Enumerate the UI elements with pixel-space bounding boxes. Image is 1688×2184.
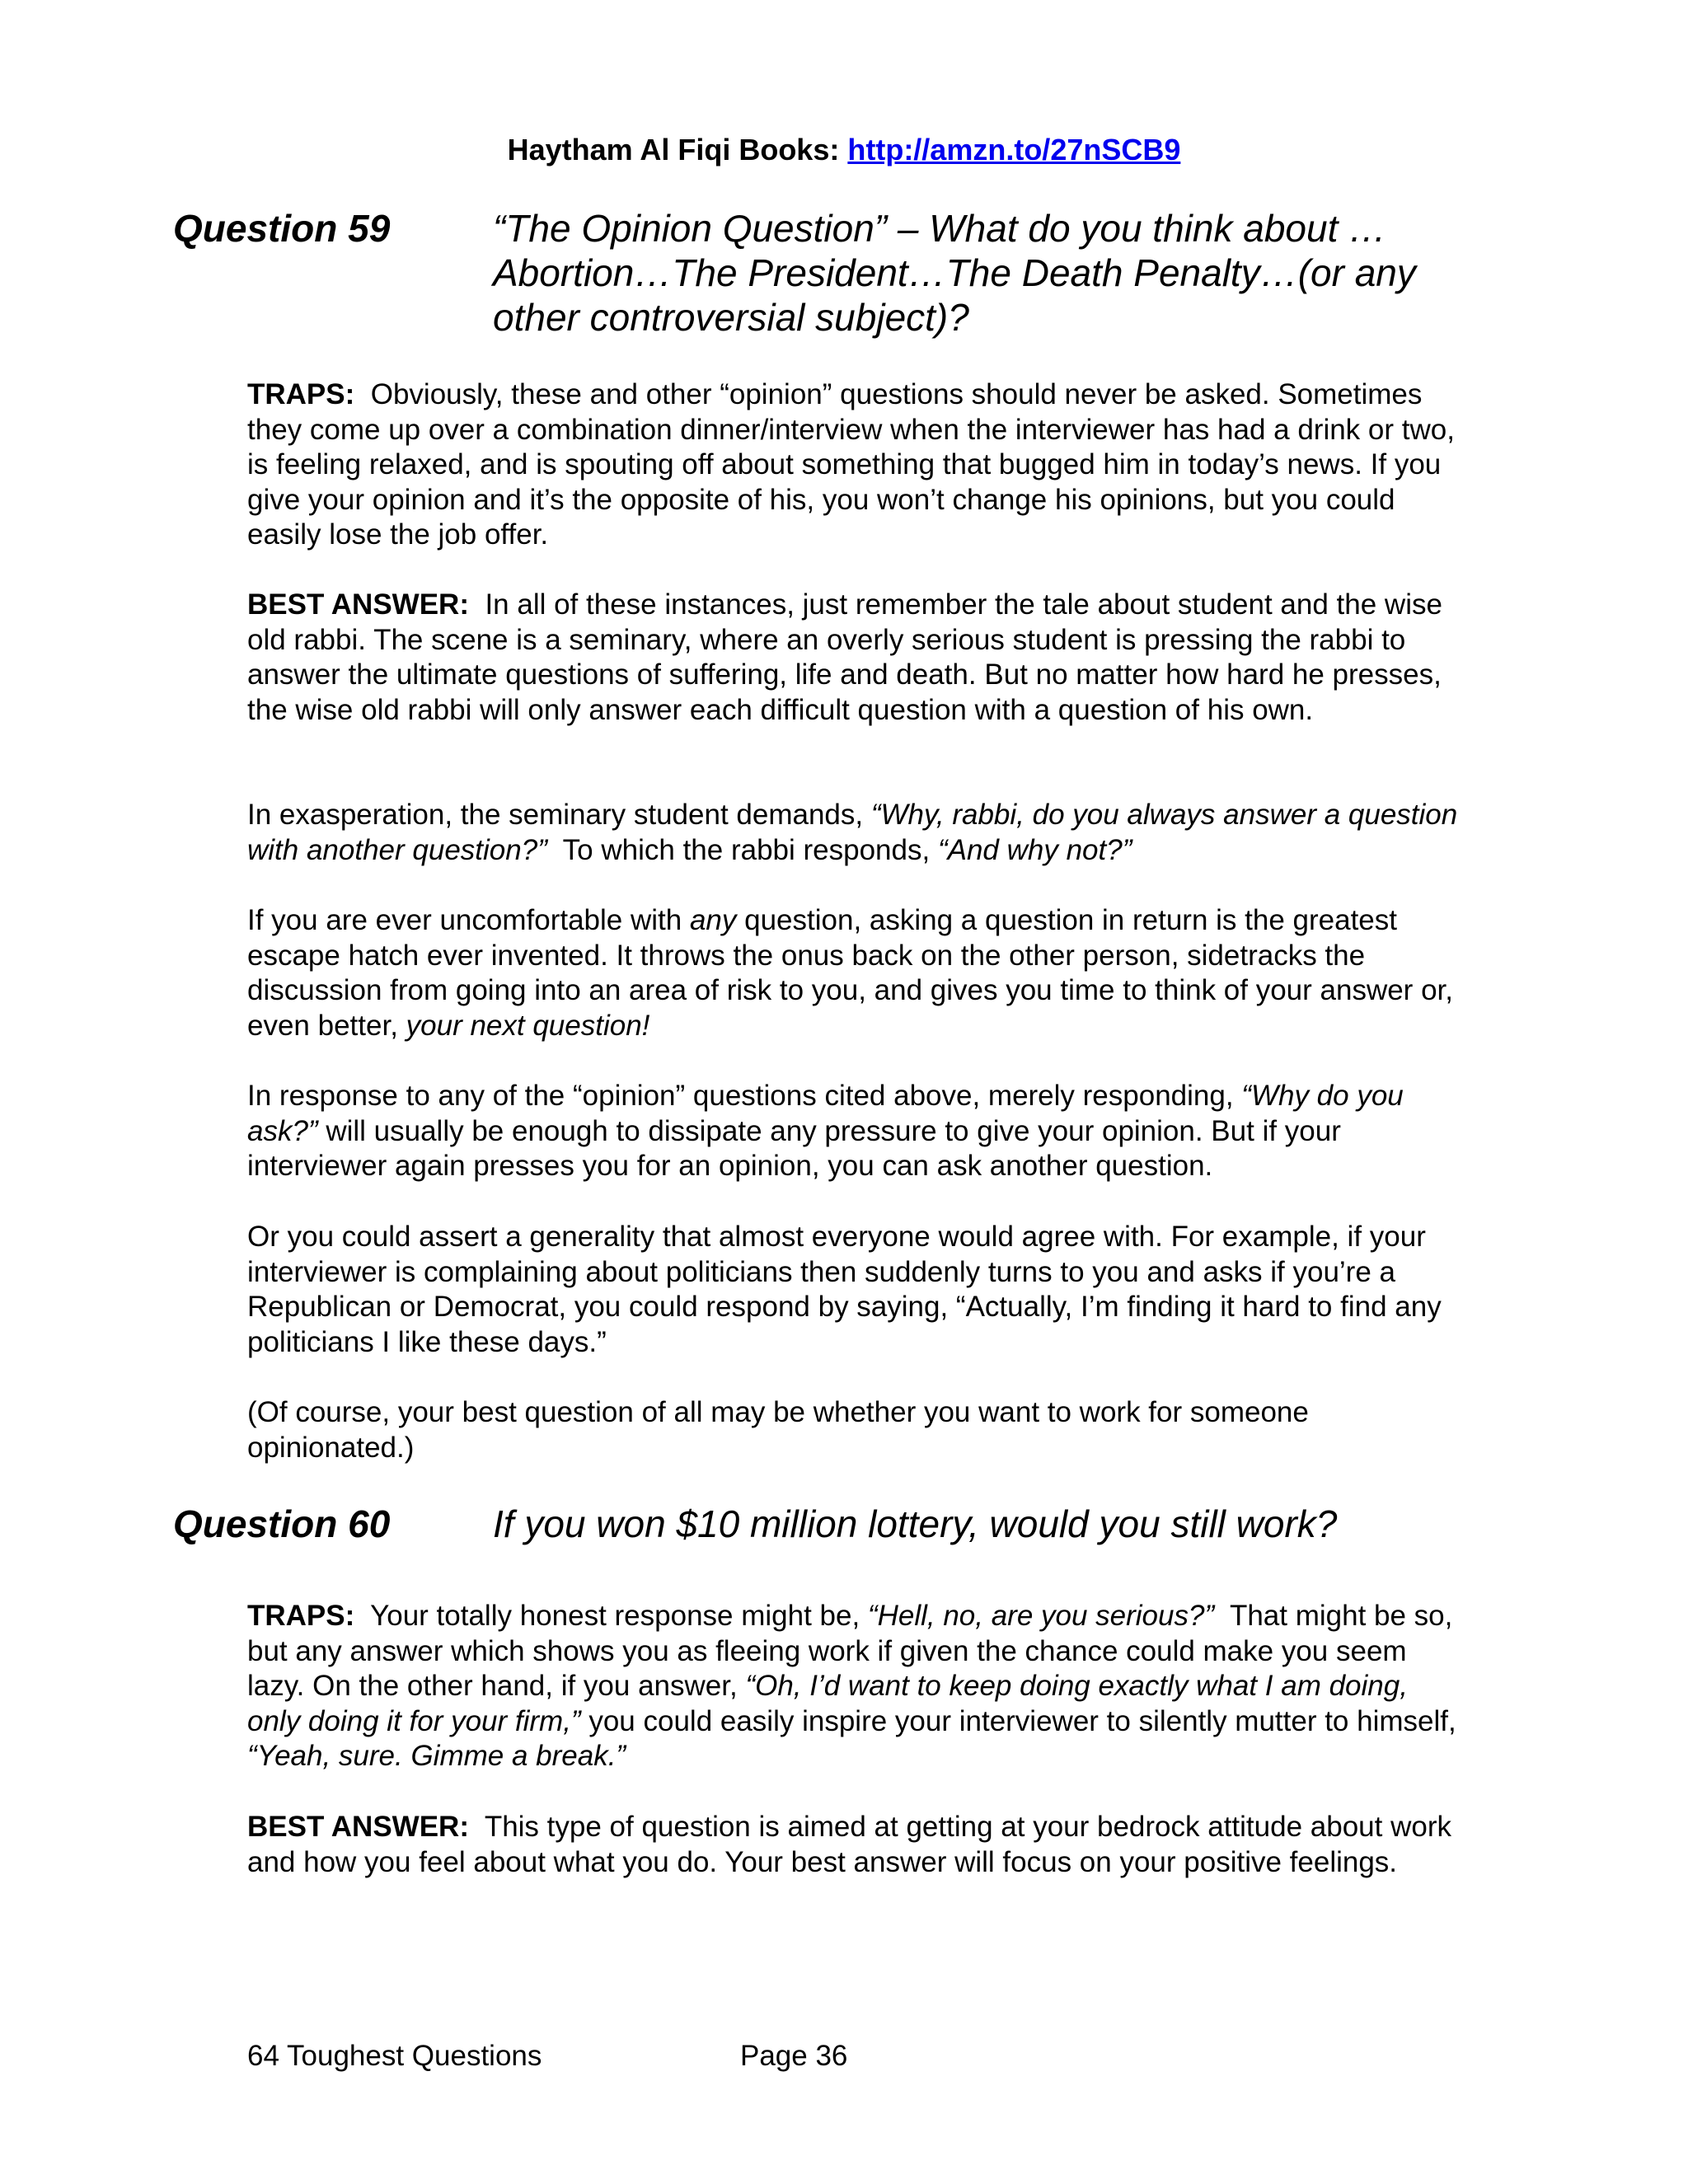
q59-rabbi-paragraph [247,798,1459,868]
traps-text: Obviously, these and other “opinion” questions should never be asked. Sometimes they come up over a combination dinner/interview when the interviewer has had a drink or two, is feeling relaxed, and is spouting off about something that bugged him in today’s news. If you give your opinion and it’s the opposite of his, you won’t change his opinions, but you could easily lose the job offer. [247,378,1455,551]
paragraph-text: If you are ever uncomfortable with [247,904,682,936]
q60-traps-paragraph [247,1599,1459,1774]
question-60-text: If you won $10 million lottery, would you still work? [493,1502,1338,1545]
italic-quote: “Why do you ask?” [247,1080,1404,1147]
header-prefix: Haytham Al Fiqi Books: [507,133,840,166]
question-60-number: Question 60 [173,1502,391,1545]
best-answer-label: BEST ANSWER: [247,1811,469,1843]
q59-generality-paragraph [247,1220,1459,1360]
paragraph-text: you could easily inspire your interviewer to silently mutter to himself, [588,1704,1456,1737]
paragraph-text: In exasperation, the seminary student demands, [247,799,864,831]
amazon-link[interactable]: http://amzn.to/27nSCB9 [847,133,1181,166]
page-header [0,130,1688,170]
italic-quote: “Yeah, sure. Gimme a break.” [247,1740,626,1772]
q59-response-paragraph [247,1079,1459,1184]
italic-quote: “Hell, no, are you serious?” [867,1600,1215,1632]
paragraph-text: Your totally honest response might be, [370,1600,860,1632]
footer-page-number: Page 36 [740,2040,848,2072]
q59-traps-paragraph [247,377,1459,553]
italic-quote: your next question! [406,1009,650,1042]
best-answer-text: This type of question is aimed at getting at your bedrock attitude about work and how you feel about what you do. Your best answer will focus on your positive feelings. [247,1811,1451,1878]
traps-label: TRAPS: [247,378,355,410]
question-59-number: Question 59 [173,207,391,250]
italic-word: any [689,904,737,936]
q59-closing-paragraph [247,1395,1459,1465]
best-answer-text: In all of these instances, just remember the tale about student and the wise old rabbi. The scene is a seminary, where an overly serious student is pressing the rabbi to answer the ultimate questions of suffering, life and death. But no matter how hard he presses, the wise old rabbi will only answer each difficult question with a question of his own. [247,588,1442,726]
paragraph-text: In response to any of the “opinion” questions cited above, merely responding, [247,1080,1234,1112]
paragraph-text: (Of course, your best question of all may be whether you want to work for someone opinionated.) [247,1396,1309,1464]
footer-book-title: 64 Toughest Questions [247,2040,542,2072]
q59-escape-hatch-paragraph [247,903,1459,1043]
traps-label: TRAPS: [247,1600,355,1632]
italic-quote: “Why, rabbi, do you always answer a question with another question?” [247,799,1458,866]
italic-quote: “And why not?” [937,833,1132,866]
q60-best-answer-paragraph [247,1810,1459,1880]
paragraph-text: will usually be enough to dissipate any pressure to give your opinion. But if your interviewer again presses you for an opinion, you can ask another question. [247,1114,1341,1182]
question-59-text: “The Opinion Question” – What do you think about …Abortion…The President…The Death Penalty…(or any other controversial subject)? [493,207,1416,339]
paragraph-text: To which the rabbi responds, [562,833,931,866]
q59-best-answer-paragraph [247,588,1459,728]
italic-quote: “Oh, I’d want to keep doing exactly what I am doing, only doing it for your firm,” [247,1670,1408,1737]
paragraph-text: Or you could assert a generality that almost everyone would agree with. For example, if your interviewer is complaining about politicians then suddenly turns to you and asks if you’re a Republican or Democrat, you could respond by saying, “Actually, I’m finding it hard to find any politicians I like these days.” [247,1221,1442,1358]
best-answer-label: BEST ANSWER: [247,588,469,621]
paragraph-text: question, asking a question in return is the greatest escape hatch ever invented. It throws the onus back on the other person, sidetracks the discussion from going into an area of risk to you, and gives you time to think of your answer or, even better, [247,904,1453,1042]
paragraph-text: That might be so, but any answer which shows you as fleeing work if given the chance could make you seem lazy. On the other hand, if you answer, [247,1600,1453,1702]
